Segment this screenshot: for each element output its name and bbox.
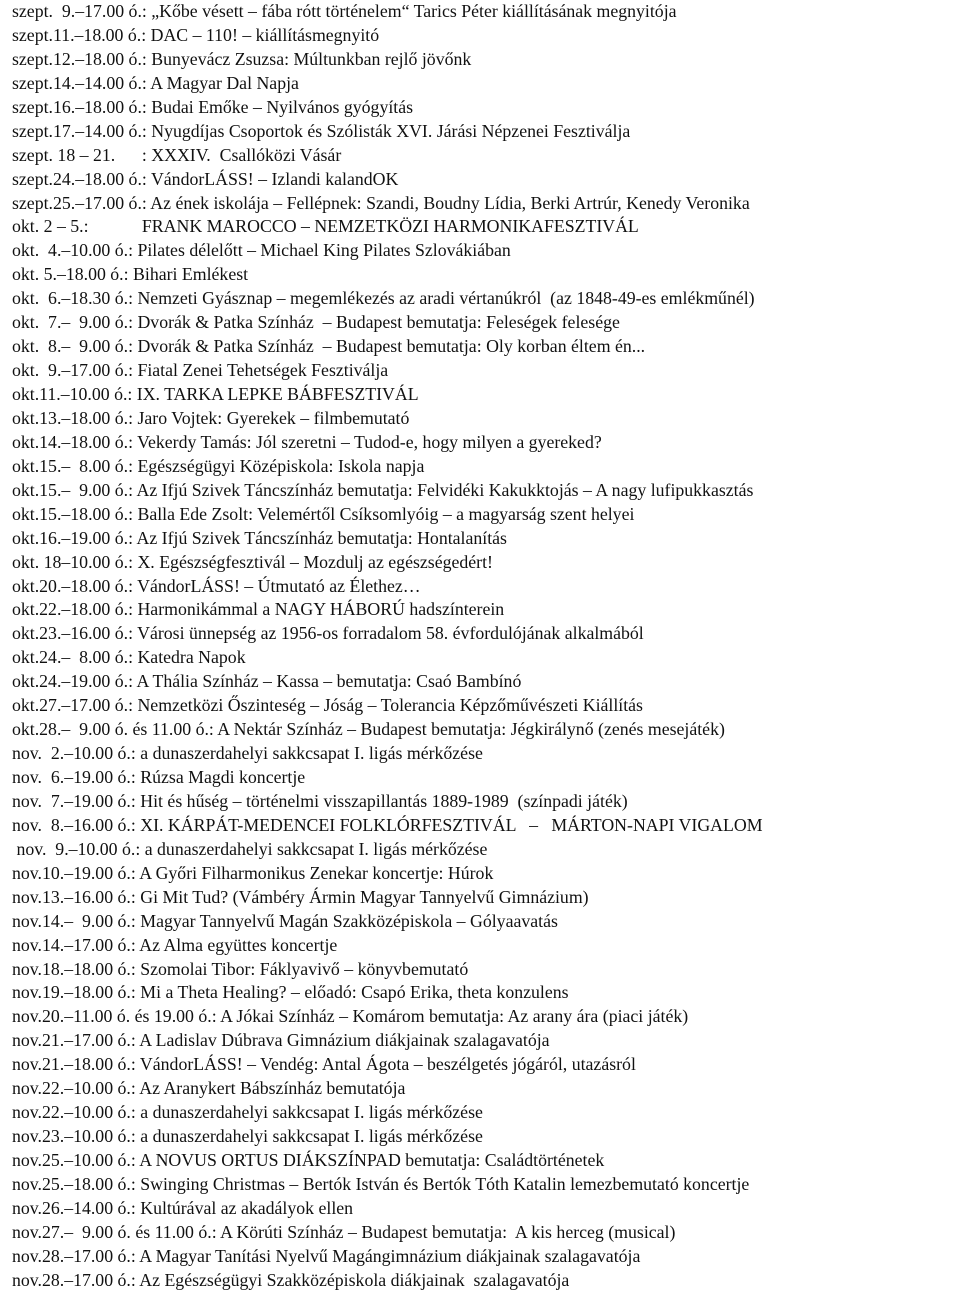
event-line: okt.24.– 8.00 ó.: Katedra Napok [12,647,246,668]
event-line: nov.25.–10.00 ó.: A NOVUS ORTUS DIÁKSZÍNPAD bemutatja: Családtörténetek [12,1150,605,1170]
event-line: nov.21.–18.00 ó.: VándorLÁSS! – Vendég: Antal Ágota – beszélgetés jógáról, utazásról [12,1054,636,1075]
event-line: nov.20.–11.00 ó. és 19.00 ó.: A Jókai Színház – Komárom bemutatja: Az arany ára (piaci játék) [12,1006,689,1027]
event-line: nov.25.–18.00 ó.: Swinging Christmas – Bertók István és Bertók Tóth Katalin lemezbemutató koncertje [12,1173,750,1194]
event-line: nov.28.–17.00 ó.: A Magyar Tanítási Nyelvű Magángimnázium diákjainak szalagavatója [12,1245,641,1266]
event-line: okt.13.–18.00 ó.: Jaro Vojtek: Gyerekek – filmbemutató [12,407,410,428]
event-line: okt. 9.–17.00 ó.: Fiatal Zenei Tehetségek Fesztiválja [12,360,389,381]
event-line: okt.15.–18.00 ó.: Balla Ede Zsolt: Velemértől Csíksomlyóig – a magyarság szent helyei [12,503,635,524]
event-line: szept.24.–18.00 ó.: VándorLÁSS! – Izlandi kalandOK [12,168,399,189]
event-line: okt. 6.–18.30 ó.: Nemzeti Gyásznap – megemlékezés az aradi vértanúkról (az 1848-49-es emlékműnél) [12,288,755,309]
event-line: nov. 6.–19.00 ó.: Rúzsa Magdi koncertje [12,767,306,787]
event-line: szept.12.–18.00 ó.: Bunyevácz Zsuzsa: Múltunkban rejlő jövőnk [12,48,472,69]
event-line: okt. 8.– 9.00 ó.: Dvorák & Patka Színház – Budapest bemutatja: Oly korban éltem én... [12,336,646,357]
event-line: okt.15.– 8.00 ó.: Egészségügyi Középiskola: Iskola napja [12,455,425,476]
event-line: nov.26.–14.00 ó.: Kultúrával az akadályok ellen [12,1197,354,1218]
event-line: nov.21.–17.00 ó.: A Ladislav Dúbrava Gimnázium diákjainak szalagavatója [12,1030,550,1051]
event-line: nov.14.–17.00 ó.: Az Alma együttes koncertje [12,934,338,955]
event-line: nov.13.–16.00 ó.: Gi Mit Tud? (Vámbéry Ármin Magyar Tannyelvű Gimnázium) [12,886,589,907]
event-line: okt.16.–19.00 ó.: Az Ifjú Szivek Táncszínház bemutatja: Hontalanítás [12,527,507,548]
event-line: nov. 8.–16.00 ó.: XI. KÁRPÁT-MEDENCEI FOLKLÓRFESZTIVÁL – MÁRTON-NAPI VIGALOM [12,814,763,835]
event-line: nov.28.–17.00 ó.: Az Egészségügyi Szakközépiskola diákjainak szalagavatója [12,1269,570,1290]
event-line: okt.14.–18.00 ó.: Vekerdy Tamás: Jól szeretni – Tudod-e, hogy milyen a gyereked? [12,431,602,452]
event-line: szept.14.–14.00 ó.: A Magyar Dal Napja [12,72,299,93]
event-line: nov.18.–18.00 ó.: Szomolai Tibor: Fáklyavivő – könyvbemutató [12,958,469,979]
event-line: nov.14.– 9.00 ó.: Magyar Tannyelvű Magán Szakközépiskola – Gólyaavatás [12,910,558,931]
event-line: nov. 7.–19.00 ó.: Hit és hűség – történelmi visszapillantás 1889-1989 (színpadi játék) [12,790,628,811]
event-line: szept.25.–17.00 ó.: Az ének iskolája – Fellépnek: Szandi, Boudny Lídia, Berki Artrúr, Kenedy Veronika [12,192,750,213]
event-line: okt. 7.– 9.00 ó.: Dvorák & Patka Színház – Budapest bemutatja: Feleségek felesége [12,312,620,333]
event-line: nov.27.– 9.00 ó. és 11.00 ó.: A Körúti Színház – Budapest bemutatja: A kis herceg (musical) [12,1221,676,1242]
event-line: okt. 4.–10.00 ó.: Pilates délelőtt – Michael King Pilates Szlovákiában [12,240,511,261]
event-line: okt.24.–19.00 ó.: A Thália Színház – Kassa – bemutatja: Csaó Bambínó [12,671,522,692]
event-line: okt. 2 – 5.: FRANK MAROCCO – NEMZETKÖZI HARMONIKAFESZTIVÁL [12,216,639,237]
event-line: szept.11.–18.00 ó.: DAC – 110! – kiállításmegnyitó [12,24,380,45]
event-line: okt.28.– 9.00 ó. és 11.00 ó.: A Nektár Színház – Budapest bemutatja: Jégkirálynő (zenés mesejáték) [12,719,725,740]
event-line: szept. 18 – 21. : XXXIV. Csallóközi Vásár [12,144,342,165]
event-line: szept.16.–18.00 ó.: Budai Emőke – Nyilvános gyógyítás [12,96,414,117]
event-line: okt. 5.–18.00 ó.: Bihari Emlékest [12,264,249,285]
event-line: nov.19.–18.00 ó.: Mi a Theta Healing? – előadó: Csapó Erika, theta konzulens [12,982,569,1003]
event-line: nov. 2.–10.00 ó.: a dunaszerdahelyi sakkcsapat I. ligás mérkőzése [12,743,483,764]
event-line: nov. 9.–10.00 ó.: a dunaszerdahelyi sakkcsapat I. ligás mérkőzése [12,838,488,859]
event-line: okt.22.–18.00 ó.: Harmonikámmal a NAGY HÁBORÚ hadszínterein [12,599,505,620]
event-line: okt.20.–18.00 ó.: VándorLÁSS! – Útmutató az Élethez… [12,575,421,596]
event-line: okt. 18–10.00 ó.: X. Egészségfesztivál – Mozdulj az egészségedért! [12,551,493,572]
event-line: okt.27.–17.00 ó.: Nemzetközi Őszinteség – Jóság – Tolerancia Képzőművészeti Kiállítás [12,695,643,716]
event-line: nov.10.–19.00 ó.: A Győri Filharmonikus Zenekar koncertje: Húrok [12,862,494,883]
event-line: okt.23.–16.00 ó.: Városi ünnepség az 1956-os forradalom 58. évfordulójának alkalmából [12,623,644,644]
event-line: nov.22.–10.00 ó.: Az Aranykert Bábszínház bemutatója [12,1078,406,1099]
event-line: szept.17.–14.00 ó.: Nyugdíjas Csoportok és Szólisták XVI. Járási Népzenei Fesztiválja [12,120,631,141]
event-line: okt.15.– 9.00 ó.: Az Ifjú Szivek Táncszínház bemutatja: Felvidéki Kakukktojás – A nagy lufipukkasztás [12,479,754,500]
event-line: szept. 9.–17.00 ó.: „Kőbe vésett – fába rótt történelem“ Tarics Péter kiállításának megnyitója [12,1,677,21]
event-line: okt.11.–10.00 ó.: IX. TARKA LEPKE BÁBFESZTIVÁL [12,384,419,404]
event-line: nov.22.–10.00 ó.: a dunaszerdahelyi sakkcsapat I. ligás mérkőzése [12,1102,483,1123]
event-line: nov.23.–10.00 ó.: a dunaszerdahelyi sakkcsapat I. ligás mérkőzése [12,1126,483,1147]
